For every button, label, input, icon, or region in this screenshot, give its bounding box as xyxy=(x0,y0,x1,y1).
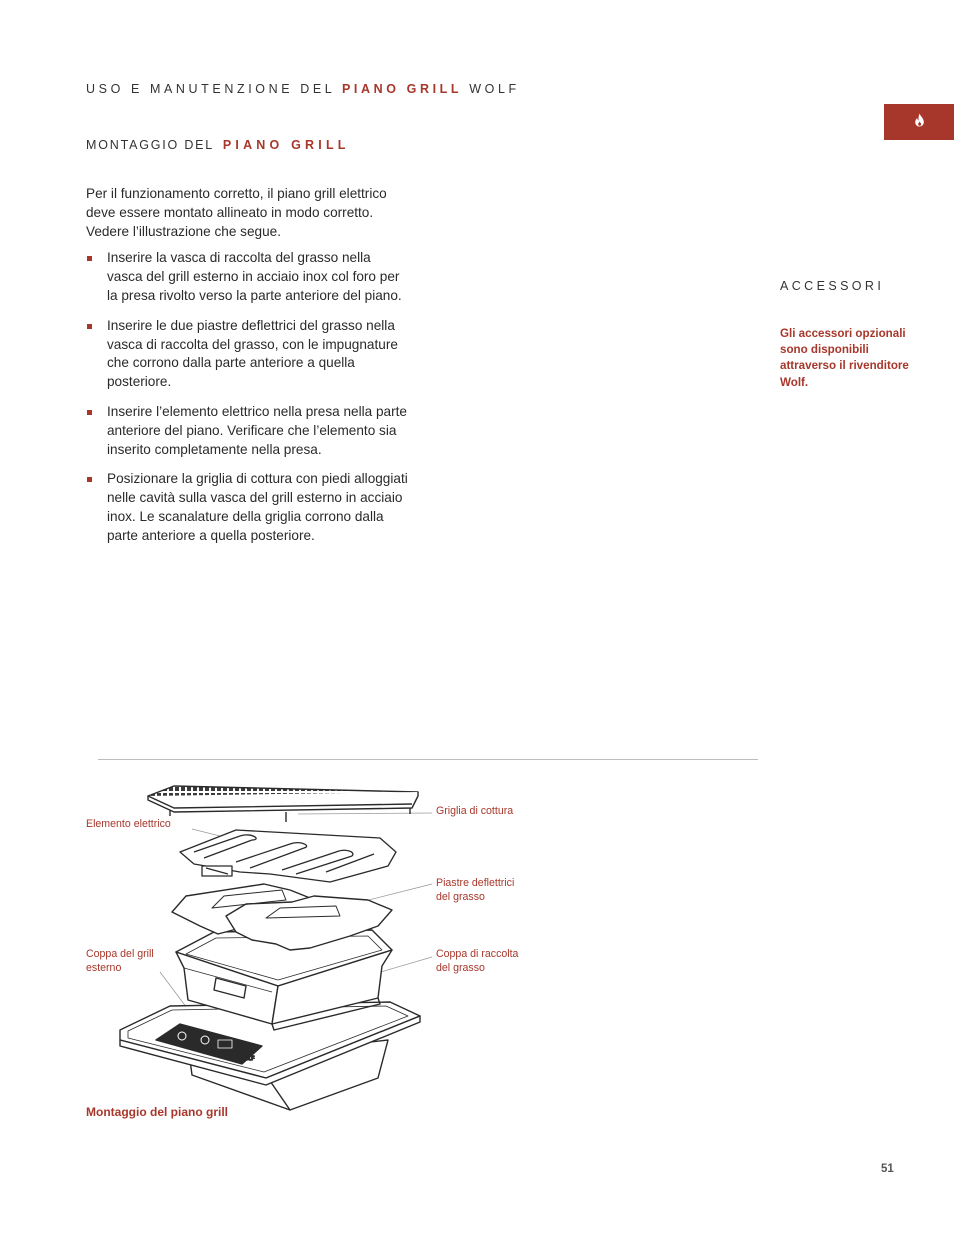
sidebar-title: ACCESSORI xyxy=(780,279,885,293)
step-text: Posizionare la griglia di cottura con piedi alloggiati nelle cavità sulla vasca del grill esterno in acciaio inox. Le scanalature della griglia corrono dalla parte anteriore a quella posteriore. xyxy=(107,471,408,543)
step-text: Inserire le due piastre deflettrici del grasso nella vasca di raccolta del grasso, con le impugnature che corrono dalla parte anteriore a quella posteriore. xyxy=(107,317,398,390)
header-prefix: USO E MANUTENZIONE DEL xyxy=(86,82,335,96)
label-deflector-plates xyxy=(436,877,514,904)
cooking-grate xyxy=(148,786,418,822)
label-heating-element: Elemento elettrico xyxy=(86,818,171,830)
step-text: Inserire l’elemento elettrico nella presa nella parte anteriore del piano. Verificare che l’elemento sia inserito completamente nella presa. xyxy=(107,403,407,457)
sidebar-note: Gli accessori opzionali sono disponibili attraverso il rivenditore Wolf. xyxy=(780,327,909,389)
label-line: Piastre deflettrici xyxy=(436,877,515,889)
label-line: esterno xyxy=(86,961,122,974)
label-line: Coppa del grill xyxy=(86,948,154,960)
page-number: 51 xyxy=(881,1163,894,1175)
subheading-highlight: PIANO GRILL xyxy=(222,138,350,152)
figure-caption: Montaggio del piano grill xyxy=(86,1105,228,1119)
intro-paragraph: Per il funzionamento corretto, il piano grill elettrico deve essere montato allineato in modo corretto. Vedere l’illustrazione che segue. xyxy=(86,186,387,239)
step-text: Inserire la vasca di raccolta del grasso nella vasca del grill esterno in acciaio inox col foro per la presa rivolto verso la parte anteriore del piano. xyxy=(107,250,402,303)
label-outer-tub xyxy=(86,948,154,975)
label-line: del grasso xyxy=(436,961,485,974)
label-cooking-grate: Griglia di cottura xyxy=(436,805,514,817)
header-highlight: PIANO GRILL xyxy=(341,82,463,96)
label-line: del grasso xyxy=(436,890,485,903)
brand-mark: WOLF xyxy=(240,1056,255,1062)
header-suffix: WOLF xyxy=(469,82,520,96)
label-collection-pan xyxy=(436,948,518,975)
label-line: Coppa di raccolta xyxy=(436,948,519,960)
heating-element xyxy=(180,830,396,882)
subheading-prefix: MONTAGGIO DEL xyxy=(86,138,214,152)
